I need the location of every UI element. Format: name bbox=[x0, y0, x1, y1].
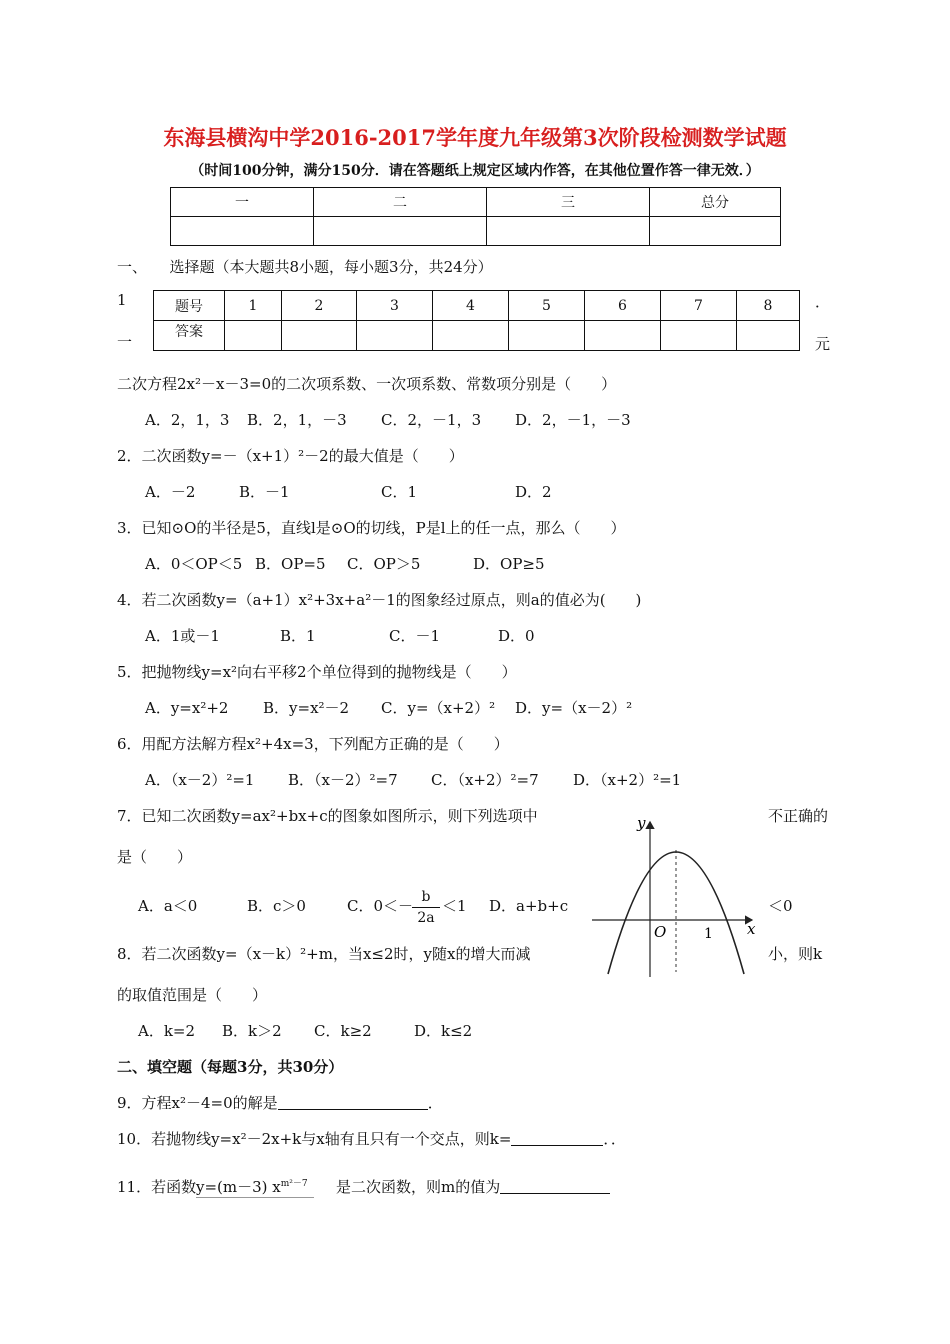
q1-option-b: B．2，1，－3 bbox=[247, 411, 347, 429]
question-1: 二次方程2x²－x－3=0的二次项系数、一次项系数、常数项分别是（ ） bbox=[117, 375, 617, 393]
q7-option-c: C．0＜－ bbox=[347, 897, 414, 915]
question-7-right: 不正确的 bbox=[768, 807, 829, 825]
q6-option-a: A．（x－2）²=1 bbox=[145, 771, 255, 789]
q1-option-c: C．2，－1，3 bbox=[381, 411, 482, 429]
fraction-denominator: 2a bbox=[417, 910, 435, 926]
fill-question-11-prefix: 11．若函数 bbox=[117, 1178, 197, 1196]
section1-title: 一、 选择题（本大题共8小题，每小题3分，共24分） bbox=[117, 258, 493, 276]
q8-option-b: B．k＞2 bbox=[222, 1022, 282, 1040]
score-header-total: 总分 bbox=[650, 188, 781, 217]
q10-text: 10．若抛物线y=x²－2x+k与x轴有且只有一个交点，则k= bbox=[117, 1130, 512, 1148]
graph-y-label: y bbox=[637, 814, 646, 832]
margin-right-bottom: 元 bbox=[815, 335, 831, 353]
q9-end: ． bbox=[427, 1094, 443, 1112]
q11-formula-base: y=(m－3) x bbox=[196, 1178, 281, 1196]
q7-option-a: A．a＜0 bbox=[138, 897, 198, 915]
q1-option-a: A．2，1，3 bbox=[145, 411, 230, 429]
q4-option-c: C．－1 bbox=[389, 627, 441, 645]
q1-option-d: D．2，－1，－3 bbox=[515, 411, 631, 429]
q9-text: 9．方程x²－4=0的解是 bbox=[117, 1094, 278, 1112]
q5-option-d: D．y=（x－2）² bbox=[515, 699, 633, 717]
question-5: 5．把抛物线y=x²向右平移2个单位得到的抛物线是（ ） bbox=[117, 663, 517, 681]
score-cell-2[interactable] bbox=[314, 217, 487, 246]
answer-cell[interactable] bbox=[737, 321, 800, 351]
score-cell-3[interactable] bbox=[487, 217, 650, 246]
margin-left-top: 1 bbox=[117, 291, 127, 309]
q5-option-b: B．y=x²－2 bbox=[263, 699, 350, 717]
answer-number-6: 6 bbox=[585, 291, 661, 321]
score-table bbox=[170, 187, 781, 246]
question-2: 2．二次函数y=－（x+1）²－2的最大值是（ ） bbox=[117, 447, 464, 465]
q8-option-c: C．k≥2 bbox=[314, 1022, 372, 1040]
q7-option-d-suffix: ＜0 bbox=[768, 897, 793, 915]
answer-number-4: 4 bbox=[433, 291, 509, 321]
question-7: 7．已知二次函数y=ax²+bx+c的图象如图所示，则下列选项中 bbox=[117, 807, 538, 825]
answer-cell[interactable] bbox=[357, 321, 433, 351]
q3-option-c: C．OP＞5 bbox=[347, 555, 421, 573]
q6-option-d: D．（x+2）²=1 bbox=[573, 771, 682, 789]
question-7-line2: 是（ ） bbox=[117, 848, 193, 866]
fraction-numerator: b bbox=[412, 887, 440, 908]
q8-option-d: D．k≤2 bbox=[414, 1022, 473, 1040]
q11-formula-exponent: m²－7 bbox=[280, 1179, 308, 1189]
page-title: 东海县横沟中学2016-2017学年度九年级第3次阶段检测数学试题 bbox=[163, 125, 787, 150]
margin-right-top: ． bbox=[815, 293, 831, 311]
q11-suffix-text: 是二次函数，则m的值为 bbox=[336, 1178, 501, 1196]
q2-option-c: C．1 bbox=[381, 483, 418, 501]
graph-origin-label: O bbox=[654, 923, 667, 941]
q6-option-b: B．（x－2）²=7 bbox=[288, 771, 398, 789]
fill-question-10 bbox=[117, 1128, 626, 1149]
q4-option-d: D．0 bbox=[498, 627, 535, 645]
score-header-3: 三 bbox=[487, 188, 650, 217]
answer-cell[interactable] bbox=[225, 321, 282, 351]
question-8-right: 小，则k bbox=[768, 945, 823, 963]
parabola-graph bbox=[590, 812, 762, 980]
q9-answer-blank[interactable] bbox=[278, 1095, 428, 1110]
q4-option-a: A．1或－1 bbox=[145, 627, 220, 645]
fill-question-11-suffix bbox=[336, 1176, 610, 1197]
score-header-1: 一 bbox=[171, 188, 314, 217]
q7-option-c-suffix: ＜1 bbox=[442, 897, 467, 915]
answer-cell[interactable] bbox=[509, 321, 585, 351]
answer-cell[interactable] bbox=[433, 321, 509, 351]
answer-number-2: 2 bbox=[282, 291, 357, 321]
q7-option-b: B．c＞0 bbox=[247, 897, 306, 915]
q3-option-d: D．OP≥5 bbox=[473, 555, 545, 573]
graph-x-label: x bbox=[747, 920, 756, 938]
fill-question-9 bbox=[117, 1092, 443, 1113]
q5-option-a: A．y=x²+2 bbox=[145, 699, 229, 717]
question-6: 6．用配方法解方程x²+4x=3，下列配方正确的是（ ） bbox=[117, 735, 509, 753]
q4-option-b: B．1 bbox=[280, 627, 316, 645]
q10-answer-blank[interactable] bbox=[511, 1131, 603, 1146]
section2-title: 二、填空题（每题3分，共30分） bbox=[117, 1058, 344, 1076]
q3-option-b: B．OP=5 bbox=[255, 555, 326, 573]
q5-option-c: C．y=（x+2）² bbox=[381, 699, 496, 717]
margin-left-bottom: 一 bbox=[117, 333, 133, 351]
question-3: 3．已知⊙O的半径是5，直线l是⊙O的切线，P是l上的任一点，那么（ ） bbox=[117, 519, 626, 537]
q11-answer-blank[interactable] bbox=[500, 1179, 610, 1194]
answer-number-8: 8 bbox=[737, 291, 800, 321]
q3-option-a: A．0＜OP＜5 bbox=[145, 555, 243, 573]
answer-row-label-answer: 答案 bbox=[154, 321, 225, 351]
q2-option-a: A．－2 bbox=[145, 483, 196, 501]
q10-end: ．． bbox=[603, 1130, 626, 1148]
answer-number-3: 3 bbox=[357, 291, 433, 321]
exam-instructions: （时间100分钟，满分150分．请在答题纸上规定区域内作答，在其他位置作答一律无效．） bbox=[190, 163, 760, 179]
question-4: 4．若二次函数y=（a+1）x²+3x+a²－1的图象经过原点，则a的值必为( ) bbox=[117, 591, 642, 609]
answer-row-label-number: 题号 bbox=[154, 291, 225, 321]
score-cell-total[interactable] bbox=[650, 217, 781, 246]
q7-option-c-fraction bbox=[412, 887, 440, 928]
q6-option-c: C．（x+2）²=7 bbox=[431, 771, 539, 789]
question-8-line2: 的取值范围是（ ） bbox=[117, 986, 268, 1004]
q2-option-b: B．－1 bbox=[239, 483, 290, 501]
answer-cell[interactable] bbox=[585, 321, 661, 351]
score-header-2: 二 bbox=[314, 188, 487, 217]
question-8: 8．若二次函数y=（x－k）²+m，当x≤2时，y随x的增大而减 bbox=[117, 945, 531, 963]
q2-option-d: D．2 bbox=[515, 483, 552, 501]
graph-one-label: 1 bbox=[704, 926, 713, 942]
q11-formula bbox=[196, 1176, 314, 1198]
answer-cell[interactable] bbox=[661, 321, 737, 351]
q7-option-d: D．a+b+c bbox=[489, 897, 569, 915]
answer-number-5: 5 bbox=[509, 291, 585, 321]
q8-option-a: A．k=2 bbox=[138, 1022, 196, 1040]
score-cell-1[interactable] bbox=[171, 217, 314, 246]
answer-number-7: 7 bbox=[661, 291, 737, 321]
answer-table bbox=[153, 290, 800, 351]
answer-cell[interactable] bbox=[282, 321, 357, 351]
answer-number-1: 1 bbox=[225, 291, 282, 321]
